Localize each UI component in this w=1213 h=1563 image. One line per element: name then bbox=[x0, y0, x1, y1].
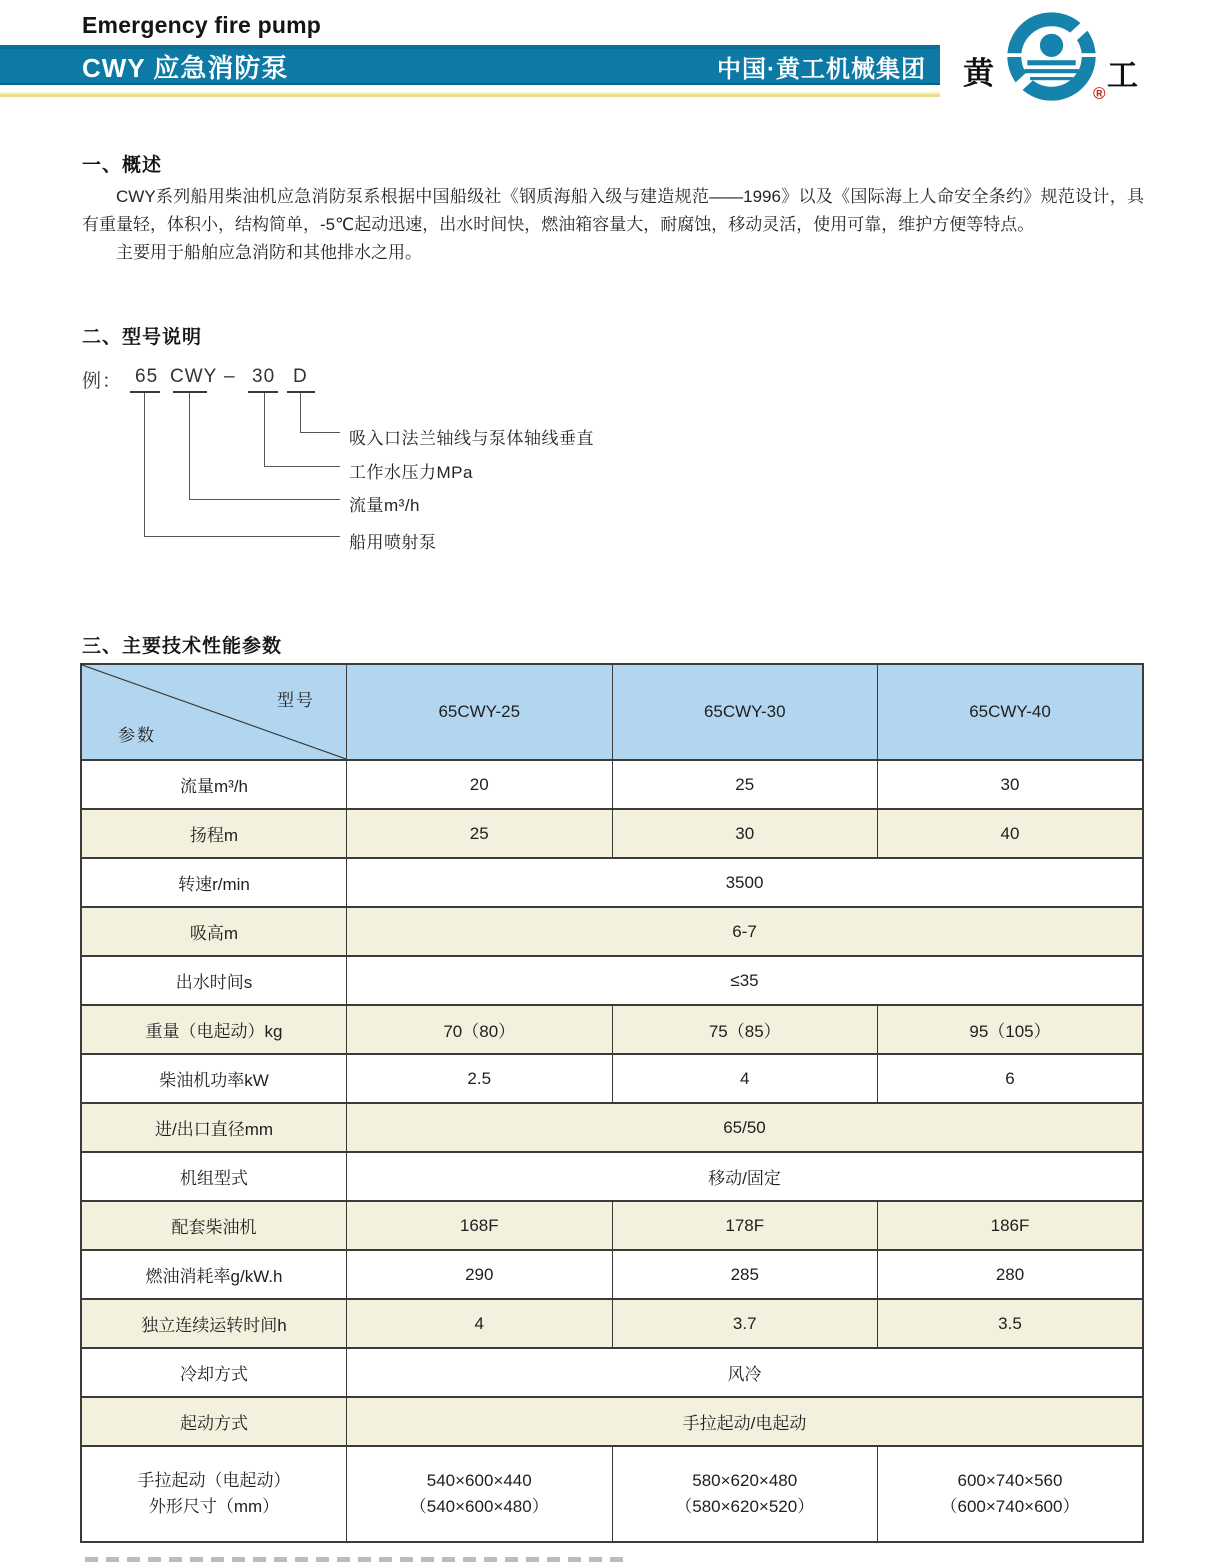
param-value-merged: 3500 bbox=[347, 858, 1144, 907]
company-logo bbox=[955, 2, 1205, 107]
param-label: 出水时间s bbox=[81, 956, 347, 1005]
param-value-merged: 65/50 bbox=[347, 1103, 1144, 1152]
param-label: 机组型式 bbox=[81, 1152, 347, 1201]
model-column-header: 65CWY-30 bbox=[612, 664, 878, 760]
callout-label-variant: 吸入口法兰轴线与泵体轴线垂直 bbox=[349, 429, 594, 448]
param-value: 168F bbox=[347, 1201, 613, 1250]
model-code-series: CWY bbox=[170, 366, 218, 387]
table-row bbox=[81, 1348, 1143, 1397]
model-code-variant: D bbox=[293, 366, 308, 387]
callout-line-30 bbox=[264, 393, 340, 467]
param-value: 178F bbox=[612, 1201, 878, 1250]
param-value: 285 bbox=[612, 1250, 878, 1299]
param-value: 30 bbox=[878, 760, 1144, 809]
param-value-merged: 移动/固定 bbox=[347, 1152, 1144, 1201]
param-label: 独立连续运转时间h bbox=[81, 1299, 347, 1348]
param-value: 580×620×480 （580×620×520） bbox=[612, 1446, 878, 1542]
param-label: 扬程m bbox=[81, 809, 347, 858]
cutoff-text-strip bbox=[85, 1557, 625, 1562]
param-value: 95（105） bbox=[878, 1005, 1144, 1054]
corner-label-model: 型号 bbox=[277, 691, 315, 710]
table-row bbox=[81, 1005, 1143, 1054]
param-value: 40 bbox=[878, 809, 1144, 858]
table-row bbox=[81, 1103, 1143, 1152]
model-code-pressure: 30 bbox=[252, 366, 276, 387]
param-label: 柴油机功率kW bbox=[81, 1054, 347, 1103]
overview-text bbox=[82, 183, 1144, 267]
callout-line-cwy bbox=[189, 393, 340, 500]
table-row bbox=[81, 907, 1143, 956]
table-row bbox=[81, 1201, 1143, 1250]
overview-paragraph-2: 主要用于船舶应急消防和其他排水之用。 bbox=[116, 243, 422, 262]
company-name: 中国·黄工机械集团 bbox=[717, 55, 926, 83]
section-specs-heading: 三、主要技术性能参数 bbox=[82, 636, 283, 657]
table-row bbox=[81, 858, 1143, 907]
param-value: 70（80） bbox=[347, 1005, 613, 1054]
underline-cwy bbox=[173, 391, 207, 393]
param-label: 进/出口直径mm bbox=[81, 1103, 347, 1152]
param-label: 起动方式 bbox=[81, 1397, 347, 1446]
section-overview-heading: 一、概述 bbox=[82, 155, 163, 176]
logo-sun-wave-icon bbox=[1005, 10, 1098, 103]
param-label: 转速r/min bbox=[81, 858, 347, 907]
header-corner-cell bbox=[81, 664, 347, 760]
table-row bbox=[81, 1250, 1143, 1299]
specs-table bbox=[80, 663, 1144, 1543]
gold-divider bbox=[0, 92, 940, 97]
underline-d bbox=[287, 391, 315, 393]
param-value-merged: ≤35 bbox=[347, 956, 1144, 1005]
callout-label-pressure: 工作水压力MPa bbox=[349, 463, 473, 482]
table-row bbox=[81, 1446, 1143, 1542]
param-label: 手拉起动（电起动） 外形尺寸（mm） bbox=[81, 1446, 347, 1542]
param-value: 25 bbox=[347, 809, 613, 858]
model-code-size: 65 bbox=[135, 366, 159, 387]
param-label: 配套柴油机 bbox=[81, 1201, 347, 1250]
param-value-merged: 6-7 bbox=[347, 907, 1144, 956]
param-value: 540×600×440 （540×600×480） bbox=[347, 1446, 613, 1542]
param-label: 吸高m bbox=[81, 907, 347, 956]
param-value: 30 bbox=[612, 809, 878, 858]
param-value: 4 bbox=[347, 1299, 613, 1348]
underline-65 bbox=[130, 391, 160, 393]
callout-line-d bbox=[300, 393, 340, 433]
table-row bbox=[81, 1054, 1143, 1103]
param-value-merged: 手拉起动/电起动 bbox=[347, 1397, 1144, 1446]
corner-label-param: 参数 bbox=[118, 726, 156, 745]
param-value-merged: 风冷 bbox=[347, 1348, 1144, 1397]
model-code-dash: – bbox=[224, 366, 236, 387]
table-row bbox=[81, 760, 1143, 809]
param-value: 2.5 bbox=[347, 1054, 613, 1103]
param-value: 75（85） bbox=[612, 1005, 878, 1054]
underline-30 bbox=[248, 391, 278, 393]
param-label: 燃油消耗率g/kW.h bbox=[81, 1250, 347, 1299]
param-value: 6 bbox=[878, 1054, 1144, 1103]
model-column-header: 65CWY-40 bbox=[878, 664, 1144, 760]
section-model-heading: 二、型号说明 bbox=[82, 327, 203, 348]
param-value: 280 bbox=[878, 1250, 1144, 1299]
table-row bbox=[81, 956, 1143, 1005]
param-value: 600×740×560 （600×740×600） bbox=[878, 1446, 1144, 1542]
param-value: 4 bbox=[612, 1054, 878, 1103]
param-value: 20 bbox=[347, 760, 613, 809]
overview-paragraph-1: CWY系列船用柴油机应急消防泵系根据中国船级社《钢质海船入级与建造规范——1996》以及《国际海上人命安全条约》规范设计，具有重量轻，体积小，结构简单，-5℃起动迅速，出水时间快，燃油箱容量大，耐腐蚀，移动灵活，使用可靠，维护方便等特点。 bbox=[82, 187, 1144, 234]
callout-label-flow: 流量m³/h bbox=[349, 496, 420, 515]
param-value: 3.7 bbox=[612, 1299, 878, 1348]
param-value: 186F bbox=[878, 1201, 1144, 1250]
logo-huang-char: 黄 bbox=[963, 56, 994, 91]
callout-line-65 bbox=[144, 393, 340, 537]
product-name: CWY 应急消防泵 bbox=[82, 52, 289, 83]
logo-gong-char: 工 bbox=[1107, 58, 1138, 93]
callout-label-pump-type: 船用喷射泵 bbox=[349, 533, 437, 552]
page-title: Emergency fire pump bbox=[82, 12, 321, 38]
param-label: 流量m³/h bbox=[81, 760, 347, 809]
param-label: 冷却方式 bbox=[81, 1348, 347, 1397]
model-example-label: 例： bbox=[82, 371, 123, 392]
table-header-row bbox=[81, 664, 1143, 760]
param-value: 290 bbox=[347, 1250, 613, 1299]
table-row bbox=[81, 1299, 1143, 1348]
table-row bbox=[81, 809, 1143, 858]
param-value: 25 bbox=[612, 760, 878, 809]
registered-mark: ® bbox=[1093, 84, 1106, 103]
param-value: 3.5 bbox=[878, 1299, 1144, 1348]
param-label: 重量（电起动）kg bbox=[81, 1005, 347, 1054]
banner bbox=[0, 45, 940, 85]
model-column-header: 65CWY-25 bbox=[347, 664, 613, 760]
table-row bbox=[81, 1152, 1143, 1201]
table-row bbox=[81, 1397, 1143, 1446]
